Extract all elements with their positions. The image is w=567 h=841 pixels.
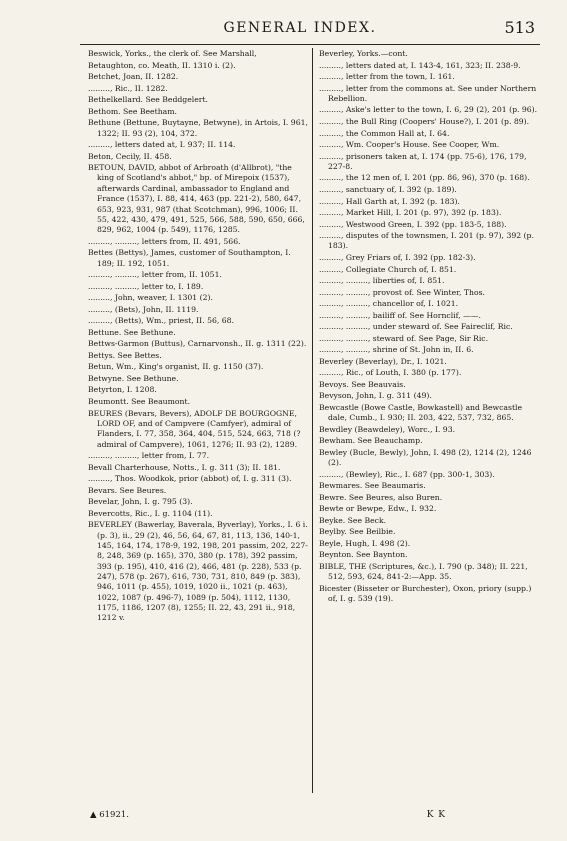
index-entry: ........., the 12 men of, I. 201 (pp. 86, 96), 370 (p. 168). [319, 173, 530, 183]
index-entry: ........., Wm. Cooper's House. See Cooper, Wm. [319, 140, 500, 150]
index-entry: ........., Collegiate Church of, I. 851. [319, 264, 457, 274]
index-entry: Bevoys. See Beauvais. [319, 379, 406, 389]
index-entry: Beton, Cecily, II. 458. [88, 151, 172, 161]
index-entry: Bewley (Bucle, Bewly), John, I. 498 (2), 1214 (2), 1246 (2). [319, 447, 532, 468]
index-entry: ........., ........., provost of. See Winter, Thos. [319, 287, 485, 297]
index-entry: Betyrton, I. 1208. [88, 385, 157, 395]
index-entry: ........., ........., chancellor of, I. 1021. [319, 299, 459, 309]
index-entry: ........., ........., letter from, II. 1051. [88, 270, 222, 280]
index-entry: ........., (Betts), Wm., priest, II. 56, 68. [88, 316, 234, 326]
index-entry: ........., (Bewley), Ric., I. 687 (pp. 300-1, 303). [319, 469, 495, 479]
index-entry: Bevars. See Beures. [88, 485, 167, 495]
index-entry: ........., Aske's letter to the town, I. 6, 29 (2), 201 (p. 96). [319, 105, 538, 115]
page-footer [90, 810, 531, 824]
index-entry: BEVERLEY (Bawerlay, Baverala, Byverlay), Yorks., I. 6 i. (p. 3), ii., 29 (2), 46, 56, 64, 67, 81, 113, 136, 140-1, 145, 164, 174, 178-9, 192, 198, 201 passim, 202, 227-8, 248, 369 (p. 165), 370, 380 (p. 178), 392 passim, 393 (p. 195), 410, 416 (2), 466, 481 (p. 228), 533 (p. 247), 578 (p. 267), 616, 730, 731, 810, 849 (p. 383), 946, 1011 (p. 455), 1019, 1020 ii., 1021 (p. 463), 1022, 1087 (p. 496-7), 1089 (p. 504), 1112, 1130, 1175, 1186, 1207 (8), 1255; II. 22, 43, 291 ii., 918, 1212 v. [88, 520, 308, 623]
index-entry: Betaughton, co. Meath, II. 1310 i. (2). [88, 60, 236, 70]
index-entry: Bewte or Bewpe, Edw., I. 932. [319, 504, 437, 514]
index-entry: ........., (Bets), John, II. 1119. [88, 304, 199, 314]
index-entry: ........., prisoners taken at, I. 174 (pp. 75-6), 176, 179, 227-8. [319, 151, 527, 171]
footer-signature: ▲ 61921. [90, 810, 129, 820]
index-entry: Bevercotts, Ric., I. g. 1104 (11). [88, 508, 213, 518]
index-entry: Bewdley (Beawdeley), Worc., I. 93. [319, 424, 456, 434]
column-divider [312, 48, 313, 793]
index-entry: ........., ........., shrine of St. John in, II. 6. [319, 345, 474, 355]
index-entry: Bethom. See Beetham. [88, 106, 177, 116]
left-index-column [88, 49, 310, 625]
index-entry: Bewmares. See Beaumaris. [319, 481, 426, 491]
index-entry: Bettws-Garmon (Buttus), Carnarvonsh., II. g. 1311 (22). [88, 339, 307, 349]
index-entry: Beverley, Yorks.—cont. [319, 49, 408, 58]
index-entry: BIBLE, THE (Scriptures, &c.), I. 790 (p. 348); II. 221, 512, 593, 624, 841-2:—App. 35. [319, 561, 528, 582]
right-index-column [319, 49, 541, 606]
index-entry: ........., Ric., II. 1282. [88, 83, 168, 93]
index-entry: ........., ........., steward of. See Page, Sir Ric. [319, 333, 489, 343]
index-entry: ........., disputes of the townsmen, I. 201 (p. 97), 392 (p. 183). [319, 231, 534, 251]
index-entry: Bettes (Bettys), James, customer of Southampton, I. 189; II. 192, 1051. [88, 248, 291, 268]
index-entry: BEURES (Bevars, Bevers), ADOLF DE BOURGOGNE, LORD OF, and of Campvere (Camfyer), admiral of Flanders, I. 77, 358, 364, 404, 515, 524, 663, 718 (?admiral of Campvere), 1061, 1276; II. 93 (2), 1289. [88, 408, 301, 449]
index-entry: ........., ........., letters from, II. 491, 566. [88, 236, 241, 246]
index-entry: Bewham. See Beauchamp. [319, 436, 423, 446]
index-entry: ........., ........., letter from, I. 77. [88, 451, 210, 461]
index-entry: ........., Grey Friars of, I. 392 (pp. 182-3). [319, 253, 476, 262]
index-entry: Bewcastle (Bowe Castle, Bowkastell) and Bewcastle dale, Cumb., I. 930; II. 203, 422, 537, 732, 865. [319, 402, 523, 423]
index-entry: ........., Hall Garth at, I. 392 (p. 183). [319, 196, 460, 206]
index-entry: BETOUN, DAVID, abbot of Arbroath (d'Allbrot), "the king of Scotland's abbot," bp. of Mirepoix (1537), afterwards Cardinal, ambassador to England and France (1537), I. 88, 414, 463 (pp. 221-2), 580, 647, 653, 923, 931, 987 (that Scotchman), 996, 1006; II. 55, 422, 430, 479, 491, 525, 566, 588, 590, 650, 666, 829, 962, 1004 (p. 549), 1176, 1285. [88, 163, 305, 235]
index-entry: Beylby. See Beilbie. [319, 527, 396, 537]
index-entry: ........., ........., under steward of. See Faireclif, Ric. [319, 322, 513, 332]
index-entry: Beyle, Hugh, I. 498 (2). [319, 538, 411, 548]
index-entry: ........., letter from the town, I. 161. [319, 72, 455, 82]
index-entry: Beswick, Yorks., the clerk of. See Marshall, [88, 49, 257, 58]
index-entry: Bettys. See Bettes. [88, 350, 162, 360]
index-entry: ........., Market Hill, I. 201 (p. 97), 392 (p. 183). [319, 208, 502, 218]
index-entry: ........., ........., liberties of, I. 851. [319, 276, 445, 286]
index-entry: Betchet, Joan, II. 1282. [88, 72, 179, 82]
index-entry: Bevelar, John, I. g. 795 (3). [88, 497, 193, 507]
index-entry: ........., Thos. Woodkok, prior (abbot) of, I. g. 311 (3). [88, 474, 292, 484]
page-title: GENERAL INDEX. [223, 20, 377, 36]
header-rule [80, 44, 540, 45]
footer-gathering-mark: K K [426, 810, 446, 820]
index-entry: Bethune (Bettune, Buytayne, Betwyne), in Artois, I. 961, 1322; II. 93 (2), 104, 372. [88, 118, 308, 138]
page-header [85, 16, 535, 40]
index-entry: ........., ........., bailiff of. See Hornclif, ——. [319, 310, 481, 320]
index-entry: Bicester (Bisseter or Burchester), Oxon, priory (supp.) of, I. g. 539 (19). [319, 583, 532, 604]
index-entry: Bevyson, John, I. g. 311 (49). [319, 391, 432, 401]
index-entry: ........., letters dated at, I. 143-4, 161, 323; II. 238-9. [319, 60, 521, 70]
index-entry: ........., the Common Hall at, I. 64. [319, 128, 450, 138]
index-entry: ........., ........., letter to, I. 189. [88, 281, 204, 291]
index-entry: ........., John, weaver, I. 1301 (2). [88, 293, 213, 303]
index-entry: ........., the Bull Ring (Coopers' House?), I. 201 (p. 89). [319, 117, 530, 126]
index-entry: Beverley (Beverlay), Dr., I. 1021. [319, 356, 447, 366]
index-entry: Beumontt. See Beaumont. [88, 396, 191, 406]
index-entry: Bewre. See Beures, also Buren. [319, 492, 443, 502]
index-entry: ........., sanctuary of, I. 392 (p. 189). [319, 185, 457, 194]
index-entry: Bevall Charterhouse, Notts., I. g. 311 (3); II. 181. [88, 462, 281, 472]
index-entry: ........., letters dated at, I. 937; II. 114. [88, 140, 236, 150]
index-entry: Bettune. See Bethune. [88, 327, 176, 337]
index-entry: Betwyne. See Bethune. [88, 373, 179, 383]
index-entry: ........., letter from the commons at. See under Northern Rebellion. [319, 83, 537, 103]
index-entry: Beynton. See Baynton. [319, 550, 408, 560]
index-entry: ........., Ric., of Louth, I. 380 (p. 177). [319, 368, 462, 378]
index-entry: ........., Westwood Green, I. 392 (pp. 183-5, 188). [319, 219, 507, 229]
index-entry: Betun, Wm., King's organist, II. g. 1150 (37). [88, 362, 264, 372]
index-entry: Beyke. See Beck. [319, 515, 387, 525]
page-number: 513 [504, 18, 535, 37]
index-entry: Bethelkellard. See Beddgelert. [88, 95, 208, 105]
